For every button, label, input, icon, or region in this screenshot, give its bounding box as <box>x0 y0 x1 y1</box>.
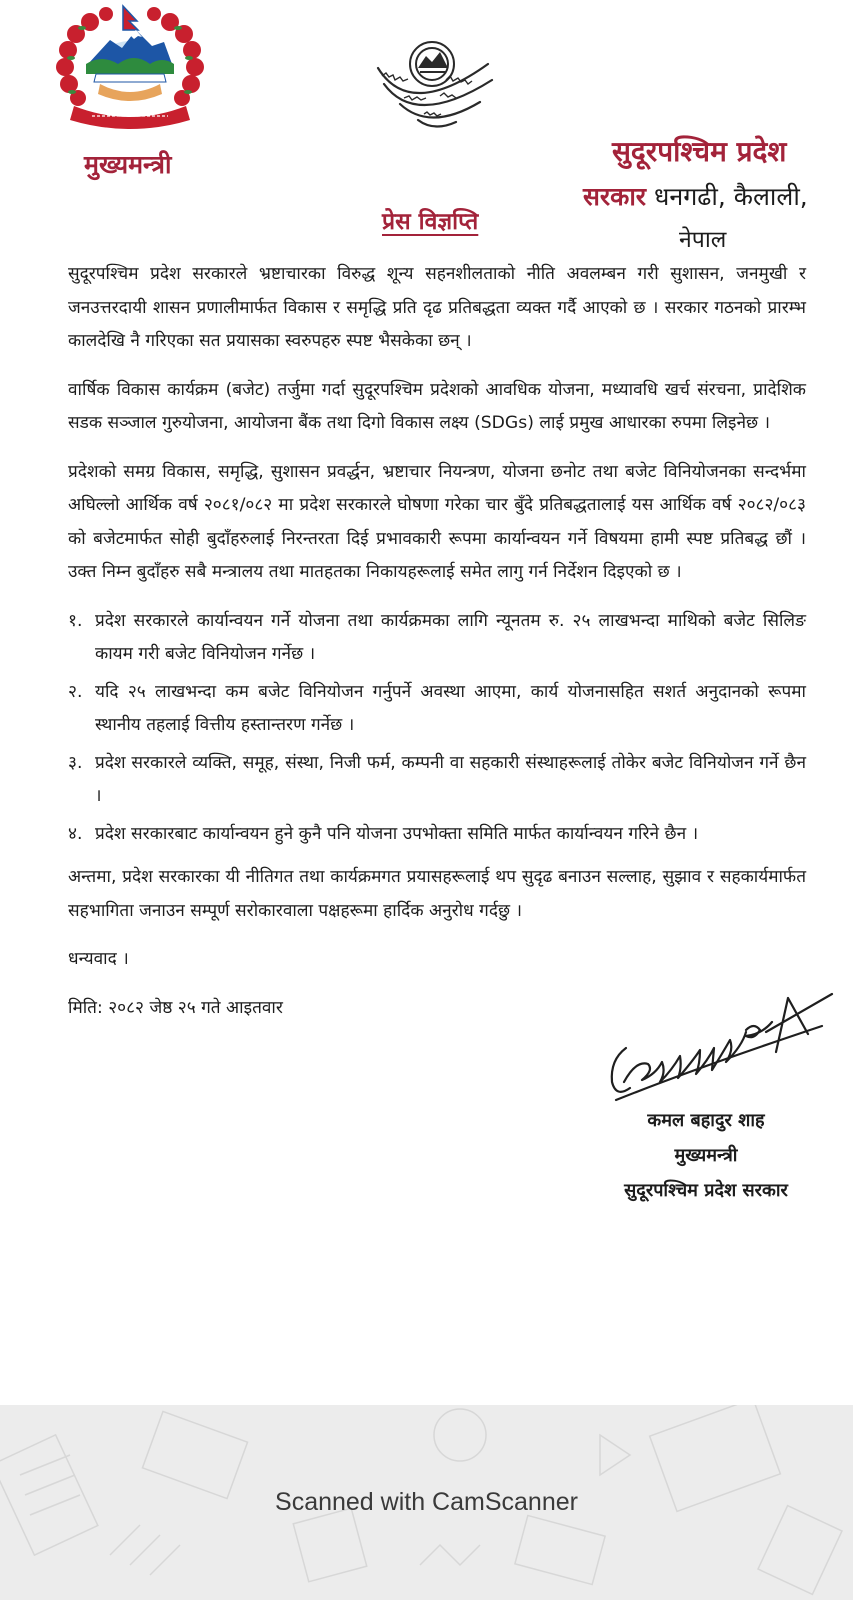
paragraph-intro: सुदूरपश्चिम प्रदेश सरकारले भ्रष्टाचारका विरुद्ध शून्य सहनशीलताको नीति अवलम्बन गरी सुशासन, जनमुखी र जनउत्तरदायी शासन प्रणालीमार्फत विकास र समृद्धि प्रति दृढ प्रतिबद्धता व्यक्त गर्दै आएको छ । सरकार गठनको प्रारम्भ कालदेखि नै गरिएका सत प्रयासका स्वरुपहरु स्पष्ट भैसकेका छन् । <box>68 264 806 351</box>
point-number: ४. <box>68 823 83 844</box>
signatory-title: मुख्यमन्त्री <box>674 1145 738 1166</box>
list-item <box>68 747 806 814</box>
signatory-block <box>596 1103 816 1208</box>
list-item <box>68 605 806 672</box>
signatory-organization: सुदूरपश्चिम प्रदेश सरकार <box>624 1180 788 1201</box>
address-country: नेपाल <box>679 227 727 253</box>
government-address-line <box>583 179 808 213</box>
paragraph-closing: अन्तमा, प्रदेश सरकारका यी नीतिगत तथा कार्यक्रमगत प्रयासहरूलाई थप सुदृढ बनाउन सल्लाह, सुझाव र सहकार्यमार्फत सहभागिता जनाउन सम्पूर्ण सरोकारवाला पक्षहरूमा हार्दिक अनुरोध गर्दछु । <box>68 867 806 921</box>
handwritten-signature-icon <box>596 990 836 1110</box>
chief-minister-office-seal-icon <box>360 24 506 152</box>
point-text: प्रदेश सरकारले कार्यान्वयन गर्ने योजना तथा कार्यक्रमका लागि न्यूनतम रु. २५ लाखभन्दा माथिको बजेट सिलिङ कायम गरी बजेट विनियोजन गर्नेछ । <box>95 610 806 664</box>
paragraph-commitments: प्रदेशको समग्र विकास, समृद्धि, सुशासन प्रवर्द्धन, भ्रष्टाचार नियन्त्रण, योजना छनोट तथा बजेट विनियोजनका सन्दर्भमा अघिल्लो आर्थिक वर्ष २०८१/०८२ मा प्रदेश सरकारले घोषणा गरेका चार बुँदे प्रतिबद्धतालाई यस आर्थिक वर्ष २०८२/०८३ को बजेटमार्फत सोही बुदाँहरुलाई निरन्तरता दिई प्रभावकारी रूपमा कार्यान्वयन गर्ने विषयमा हामी स्पष्ट प्रतिबद्ध छौं । उक्त निम्न बुदाँहरु सबै मन्त्रालय तथा मातहतका निकायहरूलाई समेत लागु गर्न निर्देशन दिइएको छ । <box>68 461 806 582</box>
signatory-name: कमल बहादुर शाह <box>647 1110 765 1131</box>
scanner-watermark-footer <box>0 1405 853 1600</box>
list-item <box>68 676 806 743</box>
thanks-line: धन्यवाद । <box>68 949 129 969</box>
government-word: सरकार <box>583 182 647 211</box>
scanner-label: Scanned with CamScanner <box>275 1488 578 1516</box>
press-release-title: प्रेस विज्ञप्ति <box>382 209 479 235</box>
point-text: यदि २५ लाखभन्दा कम बजेट विनियोजन गर्नुपर्ने अवस्था आएमा, कार्य योजनासहित सशर्त अनुदानको रूपमा स्थानीय तहलाई वित्तीय हस्तान्तरण गर्नेछ । <box>95 681 806 735</box>
paragraph-budget-basis: वार्षिक विकास कार्यक्रम (बजेट) तर्जुमा गर्दा सुदूरपश्चिम प्रदेशको आवधिक योजना, मध्यावधि खर्च संरचना, प्रादेशिक सडक सञ्जाल गुरुयोजना, आयोजना बैंक तथा दिगो विकास लक्ष्य (SDGs) लाई प्रमुख आधारका रुपमा लिइनेछ । <box>68 379 806 433</box>
government-name: सुदूरपश्चिम प्रदेश <box>612 135 787 168</box>
point-number: २. <box>68 681 83 702</box>
point-text: प्रदेश सरकारले व्यक्ति, समूह, संस्था, निजी फर्म, कम्पनी वा सहकारी संस्थाहरूलाई तोकेर बजेट विनियोजन गर्ने छैन । <box>95 752 806 806</box>
date-line: मिति: २०८२ जेष्ठ २५ गते आइतवार <box>68 997 283 1018</box>
point-text: प्रदेश सरकारबाट कार्यान्वयन हुने कुनै पनि योजना उपभोक्ता समिति मार्फत कार्यान्वयन गरिने छैन । <box>95 823 699 844</box>
press-release-body <box>68 258 806 1040</box>
chief-minister-heading: मुख्यमन्त्री <box>84 150 172 179</box>
point-number: १. <box>68 610 83 631</box>
nepal-emblem-icon <box>52 2 210 134</box>
list-item <box>68 818 806 852</box>
address-district: धनगढी, कैलाली, <box>646 182 808 211</box>
point-number: ३. <box>68 752 83 773</box>
commitment-points-list <box>68 605 806 852</box>
